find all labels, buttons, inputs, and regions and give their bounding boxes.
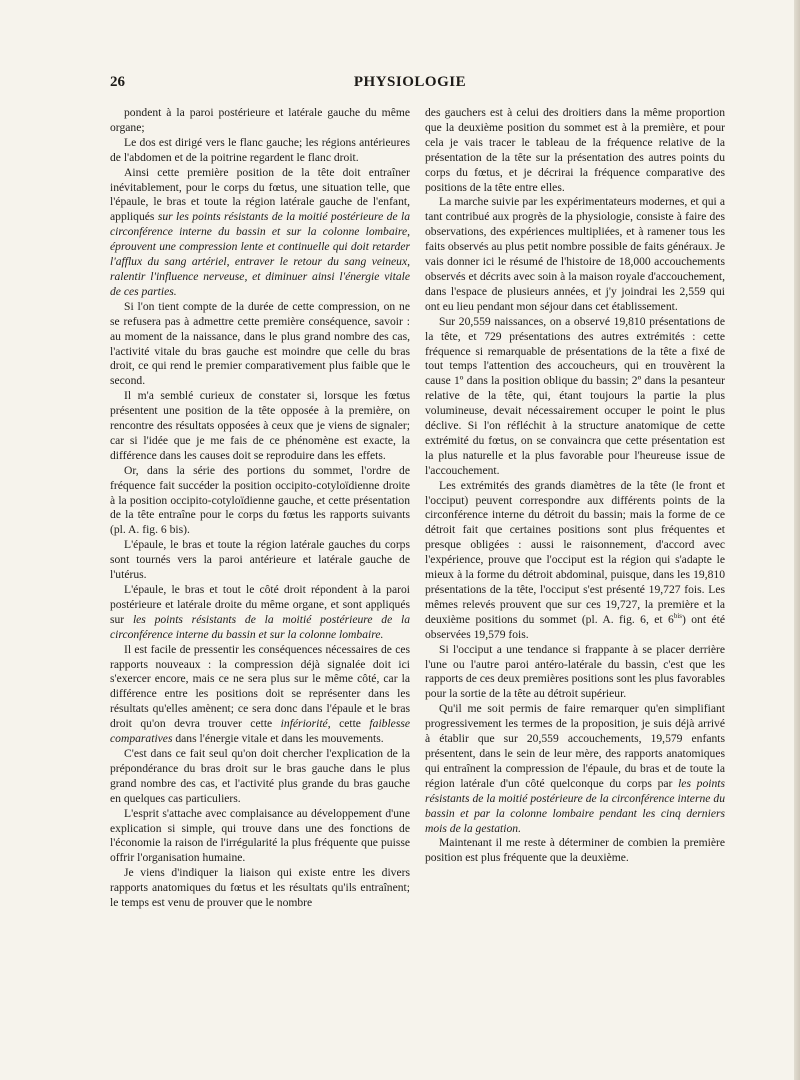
- text-run: C'est dans ce fait seul qu'on doit chercher l'explication de la prépondérance du bras droit sur le bras gauche dans le plus grand nombre des cas, et l'activité plus grande du bras gauche en quelques cas particuliers.: [110, 746, 410, 805]
- text-run: La marche suivie par les expérimentateurs modernes, et qui a tant contribué aux progrès de la physiologie, consiste à faire des observations, des expériences multipliées, et à ramener tous les faits observés au plus petit nombre possible de faits généraux. Je vais donner ici le résumé de l'histoire de 18,000 accouchements observés et décrits avec soin à la maison royale d'accouchement, dans l'espace de plusieurs années, et j'y joindrai les 2,559 qui ont eu lieu pendant mon séjour dans cet établissement.: [425, 195, 725, 313]
- paragraph: [110, 866, 410, 911]
- paragraph: [425, 106, 725, 195]
- text-run: pondent à la paroi postérieure et latérale gauche du même organe;: [110, 106, 410, 134]
- text-run: L'épaule, le bras et toute la région latérale gauches du corps sont tournés vers la paroi antérieure et latérale gauche de l'utérus.: [110, 538, 410, 582]
- paragraph: [110, 583, 410, 643]
- paragraph: [110, 807, 410, 867]
- text-run: Maintenant il me reste à déterminer de combien la première position est plus fréquente que la deuxième.: [425, 836, 725, 865]
- text-run: dans l'énergie vitale et dans les mouvements.: [172, 732, 384, 746]
- paragraph: [110, 300, 410, 389]
- italic-text: faiblesse comparatives: [110, 717, 410, 746]
- paragraph: [110, 747, 410, 807]
- paragraph: [425, 702, 725, 836]
- italic-text: les points résistants de la moitié postérieure de la circonférence interne du bassin et sur la colonne lombaire.: [110, 612, 410, 641]
- text-run: Les extrémités des grands diamètres de la tête (le front et l'occiput) peuvent correspondre aux différents points de la circonférence interne du détroit du bassin; mais la forme de ce détroit fait que certaines positions sont plus fréquentes et presque obligées : aussi le raisonnement, d'accord avec l'expérience, prouve que l'occiput est la région qui s'adapte le mieux à la forme du détroit abdominal, puisque, dans les 19,810 présentations de la tête, l'occiput s'est présenté 19,727 fois. Les mêmes relevés prouvent que sur ces 19,727, la première et la deuxième positions du sommet (pl. A. fig. 6, et 6: [425, 478, 725, 626]
- running-title: PHYSIOLOGIE: [353, 74, 467, 90]
- paragraph: [425, 315, 725, 479]
- paragraph: [110, 538, 410, 583]
- text-run: Si l'occiput a une tendance si frappante à se placer derrière l'une ou l'autre paroi antéro-latérale du bassin, c'est que les rapports de ces deux premières positions sont les plus favorables pour la sortie de la tête au détroit supérieur.: [425, 642, 725, 701]
- paragraph: [425, 836, 725, 866]
- text-run: L'esprit s'attache avec complaisance au développement d'une explication si simple, qui trouve dans une des fonctions de l'économie la raison de l'irrégularité la plus fréquente que puisse offrir l'organisation humaine.: [110, 806, 410, 865]
- text-run: ) ont été observées 19,579 fois.: [425, 612, 725, 641]
- paragraph: [110, 643, 410, 747]
- text-run: Sur 20,559 naissances, on a observé 19,810 présentations de la tête, et 729 présentations des autres extrémités : cette fréquence si remarquable de présentations de la tête a fixé de tout temps l'attention des accoucheurs, qui en trouvèrent la cause 1º dans la position oblique du bassin; 2º dans la pesanteur relative de la tête, qui, étant toujours la partie la plus volumineuse, devait nécessairement occuper le point le plus déclive. Si l'on réfléchit à la structure anatomique de cette extrémité du fœtus, on se convaincra que cette présentation est la plus naturelle et la plus favorable pour l'heureuse issue de l'accouchement.: [425, 314, 725, 477]
- text-run: Il m'a semblé curieux de constater si, lorsque les fœtus présentent une position de la tête opposée à la première, on rencontre des résultats opposées à ceux que je viens de signaler; car si l'idée que je me fais de ce phénomène est exacte, la différence dans les causes doit se reproduire dans les effets.: [110, 389, 410, 462]
- right-text-column: [425, 106, 725, 866]
- paragraph: [110, 464, 410, 539]
- paragraph: [110, 136, 410, 166]
- paragraph: [110, 389, 410, 464]
- paragraph: [425, 643, 725, 703]
- text-run: Si l'on tient compte de la durée de cette compression, on ne se refusera pas à admettre cette première conséquence, savoir : au moment de la naissance, dans le plus grand nombre des cas, l'activité vitale du bras gauche est moindre que celle du bras droit, ce qui rend le premier comparativement plus faible que le second.: [110, 299, 410, 388]
- italic-text: infériorité: [280, 717, 328, 731]
- text-run: , cette: [327, 717, 370, 731]
- text-run: Or, dans la série des portions du sommet, l'ordre de fréquence fait succéder la position occipito-cotyloïdienne droite à la position occipito-cotyloïdienne gauche, et cette présentation de la tête entraîne pour le corps du fœtus les rapports suivants (pl. A. fig. 6 bis).: [110, 463, 410, 537]
- left-text-column: [110, 106, 410, 911]
- text-run: Qu'il me soit permis de faire remarquer qu'en simplifiant progressivement les termes de la proposition, je suis déjà arrivé à établir que sur 20,559 accouchements, 19,579 enfants présentent, dans le sein de leur mère, des rapports anatomiques qui entraînent la compression de l'épaule, du bras et de toute la région latérale d'un côté quelconque du corps par: [425, 702, 725, 790]
- text-run: Il est facile de pressentir les conséquences nécessaires de ces rapports nouveaux : la compression déjà signalée doit ici s'exercer encore, mais ce ne sera plus sur le même côté, car la différence entre les positions doit se représenter dans les résultats qu'elles amènent; ce sera donc dans l'épaule et le bras droit qu'on devra trouver cette: [110, 642, 410, 731]
- page-number: 26: [110, 74, 125, 90]
- text-run: des gauchers est à celui des droitiers dans la même proportion que la deuxième position du sommet est à la première, et pour cela je vais tracer le tableau de la fréquence relative de la présentation de la tête sur la présentation des autres points du corps du fœtus, et je décrirai la fréquence comparative des positions de la tête entre elles.: [425, 106, 725, 194]
- paragraph: [110, 166, 410, 300]
- italic-text: sur les points résistants de la moitié postérieure de la circonférence interne du bassin et sur la colonne lombaire, éprouvent une compression lente et continuelle qui doit retarder l'afflux du sang artériel, entraver le retour du sang veineux, ralentir l'influence nerveuse, et diminuer ainsi l'énergie vitale de ces parties.: [110, 210, 410, 298]
- paragraph: [425, 479, 725, 643]
- paragraph: [425, 195, 725, 314]
- page-edge-shadow: [794, 0, 800, 1080]
- text-run: L'épaule, le bras et tout le côté droit répondent à la paroi postérieure et latérale droite du même organe, et sont appliqués sur: [110, 583, 410, 626]
- text-run: Le dos est dirigé vers le flanc gauche; les régions antérieures de l'abdomen et de la poitrine regardent le flanc droit.: [110, 135, 410, 164]
- italic-text: les points résistants de la moitié postérieure de la circonférence interne du bassin et par la colonne lombaire pendant les cinq derniers mois de la gestation.: [425, 776, 726, 835]
- superscript-text: bis: [673, 611, 682, 620]
- text-run: Je viens d'indiquer la liaison qui existe entre les divers rapports anatomiques du fœtus et les résultats qu'ils entraînent; le temps est venu de prouver que le nombre: [110, 866, 410, 910]
- page-header: [110, 74, 710, 96]
- paragraph: [110, 106, 410, 136]
- text-run: Ainsi cette première position de la tête doit entraîner inévitablement, pour le corps du fœtus, une situation telle, que l'épaule, le bras et toute la région latérale gauche de l'enfant, appliqués: [110, 165, 410, 224]
